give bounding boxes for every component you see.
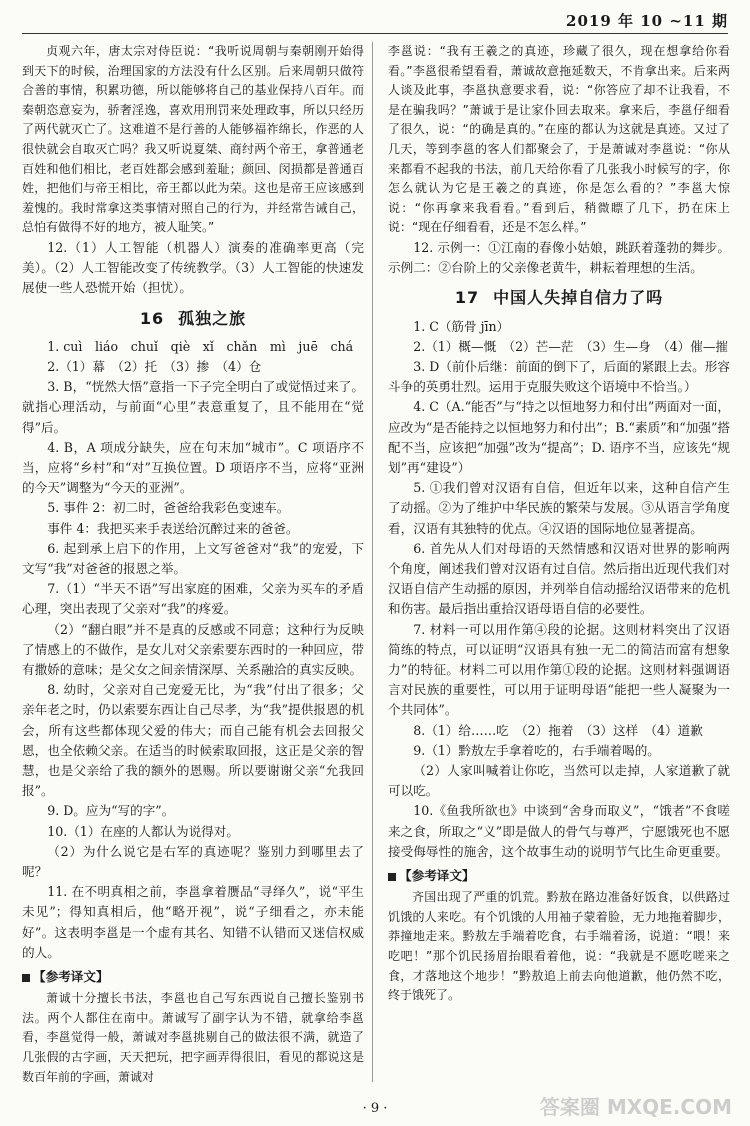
answer-item: 10.（1）在座的人都认为说得对。	[47, 823, 239, 839]
answer-item: 5. 事件 2：初二时，爸爸给我彩色变速车。	[47, 500, 290, 516]
translation-paragraph: 贞观六年，唐太宗对侍臣说：“我听说周朝与秦朝刚开始得到天下的时候，治理国家的方法没有什么区别。后来周朝只做符合善的事情，积累功德，所以能够将自己的基业保持八百年。而秦朝恣意妄为，骄奢淫逸，喜欢用刑罚来处理政事，所以只经历了两代就灭亡了。这难道不是行善的人能够福祚绵长，作恶的人很快就会自取灭亡吗？我又听说夏桀、商纣两个帝王，拿普通老百姓和他们相比，老百姓都会感到羞耻；颜回、闵损都是普通百姓，把他们与帝王相比，帝王都以此为荣。这也是帝王应该感到羞愧的。我时常拿这类事情对照自己的行为，并经常告诫自己，总怕有做得不好的地方，被人耻笑。”	[22, 44, 364, 235]
answer-item: 10.《鱼我所欲也》中谈到“舍身而取义”，“饿者”不食嗟来之食，所取之“义”即是做人的骨气与尊严，宁愿饿死也不愿接受侮辱性的施舍，这个故事生动的说明节气比生命更重要。	[388, 803, 730, 859]
answer-list	[388, 317, 730, 862]
answer-item: 8. 幼时，父亲对自己宠爱无比，为“我”付出了很多；父亲年老之时，仍以索要东西让自己尽孝，为“我”提供报恩的机会，所有这些都体现父爱的伟大；而自己能有机会去回报父恩，也全依赖父亲。在适当的时候索取回报，这正是父亲的智慧，也是父亲给了我的额外的恩赐。所以要谢谢父亲“允我回报”。	[22, 682, 364, 799]
answer-item: 7.（1）“半天不语”写出家庭的困难，父亲为买车的矛盾心理，突出表现了父亲对“我”的疼爱。	[22, 581, 364, 617]
answer-item: 9. D。应为“写的字”。	[47, 803, 175, 819]
answer-item: 5. ①我们曾对汉语有自信，但近年以来，这种自信产生了动摇。②为了维护中华民族的繁荣与发展。③从语言学角度看，汉语有其独特的优点。④汉语的国际地位显著提高。	[388, 480, 730, 536]
section-heading-17	[388, 288, 730, 308]
answer-item: 2.（1）概—慨 （2）芒—茫 （3）生—身 （4）催—摧	[413, 338, 729, 354]
translation-paragraph: 李邕说：“我有王羲之的真迹，珍藏了很久，现在想拿给你看看。”李邕很希望看看，萧诚故意拖延数天，不肯拿出来。后来两人谈及此事，李邕执意要求看，说：“你答应了却不让我看，不是在骗我吗？”萧诚于是让家仆回去取来。拿来后，李邕仔细看了很久，说：“的确是真的。”在座的都认为这就是真迹。又过了几天，等到李邕的客人们都聚会了，于是萧诚对李邕说：“你从来都看不起我的书法，前几天给你看了几张我小时候写的字，你怎么就认为它是王羲之的真迹，你是怎么看的？”李邕大惊说：“你再拿来我看看。”看到后，稍微瞟了几下，扔在床上说：“现在仔细看看，还是不怎么样。”	[388, 44, 730, 235]
square-bullet-icon	[388, 873, 396, 881]
square-bullet-icon	[22, 974, 30, 982]
right-column	[388, 42, 730, 1006]
answer-item: 11. 在不明真相之前，李邕拿着赝品“寻绎久”，说“平生未见”；得知真相后，他“略开视”，说“子细看之，亦未能好”。这表明李邕是一个虚有其名、知错不认错而又迷信权威的人。	[22, 884, 364, 960]
left-column	[22, 42, 364, 1087]
section-title: 孤独之旅	[178, 308, 247, 328]
answer-item: 4. C（A.“能否”与“持之以恒地努力和付出”两面对一面，应改为“是否能持之以恒地努力和付出”；B.“素质”和“加强”搭配不当，应该把“加强”改为“提高”；D. 语序不当，应该先“规划”再“建设”）	[388, 399, 730, 475]
reference-translation-label: 【参考译文】	[22, 967, 364, 987]
page-number: · 9 ·	[362, 1101, 388, 1116]
reference-translation-text: 齐国出现了严重的饥荒。黔敖在路边准备好饭食，以供路过饥饿的人来吃。有个饥饿的人用袖子蒙着脸，无力地拖着脚步，莽撞地走来。黔敖左手端着吃食，右手端着汤，说道：“喂！来吃吧！”那个饥民扬眉抬眼看着他，说：“我就是不愿吃嗟来之食，才落地这个地步！”黔敖追上前去向他道歉，他仍然不吃，终于饿死了。	[388, 890, 730, 1003]
reference-translation-label: 【参考译文】	[388, 866, 730, 886]
section-number: 16	[139, 308, 165, 328]
answer-item: 12. 示例一：①江南的春像小姑娘，跳跃着蓬勃的舞步。示例二：②台阶上的父亲像老黄牛，耕耘着理想的生活。	[388, 239, 730, 276]
issue-date: 2019 年 10 ~11 期	[566, 12, 728, 30]
column-divider	[372, 42, 373, 1082]
answer-item: 2.（1）幕 （2）托 （3）掺 （4）仓	[47, 358, 262, 374]
answer-item: （2）“翻白眼”并不是真的反感或不同意；这种行为反映了情感上的不做作，是女儿对父亲索要东西时的一种回应，带有撒娇的意味；是父女之间亲情深厚、关系融洽的真实反映。	[22, 621, 364, 677]
answer-item: 1. cuì liáo chuǐ qiè xǐ chǎn mì juē chá	[47, 338, 354, 354]
answer-item: 3. D（前仆后继：前面的倒下了，后面的紧跟上去。形容斗争的英勇壮烈。运用于克服失败这个语境中不恰当。）	[388, 358, 730, 395]
section-title: 中国人失掉自信力了吗	[493, 288, 664, 308]
section-heading-16	[22, 309, 364, 329]
answer-item: （2）为什么说它是右军的真迹呢？鉴别力到哪里去了呢？	[22, 843, 364, 880]
answer-list	[22, 337, 364, 963]
answer-item: 6. 首先从人们对母语的天然情感和汉语对世界的影响两个角度，阐述我们曾对汉语有过自信。然后指出近现代我们对汉语自信产生动摇的原因，并列举自信动摇给汉语带来的危机和伤害。最后指出重拾汉语母语自信的必要性。	[388, 540, 730, 617]
page-header	[0, 0, 750, 34]
answer-item: 6. 起到承上启下的作用，上文写爸爸对“我”的宠爱，下文写“我”对爸爸的报恩之举。	[22, 540, 364, 576]
header-rule	[22, 33, 728, 34]
answer-item: 7. 材料一可以用作第④段的论据。这则材料突出了汉语简练的特点，可以证明“汉语具有独一无二的简洁而富有想象力”的特征。材料二可以用作第①段的论据。这则材料强调语言对民族的重要性，可以用于证明母语“能把一些人凝聚为一个共同体”。	[388, 621, 730, 718]
watermark-logo: 答案圈 MXQE.COM	[539, 1095, 732, 1119]
reference-translation-text: 萧诚十分擅长书法，李邕也自己写东西说自己擅长鉴别书法。两个人都住在南中。萧诚写了副字认为不错，就拿给李邕看，李邕觉得一般，萧诚对李邕挑剔自己的做法很不满，就造了几张假的古字画，天天把玩，把字画弄得很旧，看见的都说这是数百年前的字画，萧诚对	[22, 991, 364, 1084]
section-number: 17	[454, 288, 480, 308]
answer-item: 1. C（筋骨 jīn）	[413, 318, 510, 334]
answer-item: 4. B，A 项成分缺失，应在句末加“城市”。C 项语序不当，应将“乡村”和“对”互换位置。D 项语序不当，应将“亚洲的今天”调整为“今天的亚洲”。	[22, 439, 364, 496]
answer-item: 3. B，“恍然大悟”意指一下子完全明白了或觉悟过来了。就指心理活动，与前面“心里”表意重复了，且不能用在“觉得”后。	[22, 379, 364, 435]
answer-item: 事件 4：我把买来手表送给沉醉过来的爸爸。	[47, 520, 299, 536]
answer-item: 9.（1）黔敖左手拿着吃的，右手端着喝的。	[413, 742, 660, 758]
answer-item: （2）人家叫喊着让你吃，当然可以走掉，人家道歉了就可以吃。	[388, 763, 730, 799]
answer-item: 8.（1）给……吃 （2）拖着 （3）这样 （4）道歉	[413, 722, 703, 738]
answer-item: 12.（1）人工智能（机器人）演奏的准确率更高（完美）。（2）人工智能改变了传统教学。（3）人工智能的快速发展使一些人恐慌开始（担忧）。	[22, 239, 364, 296]
